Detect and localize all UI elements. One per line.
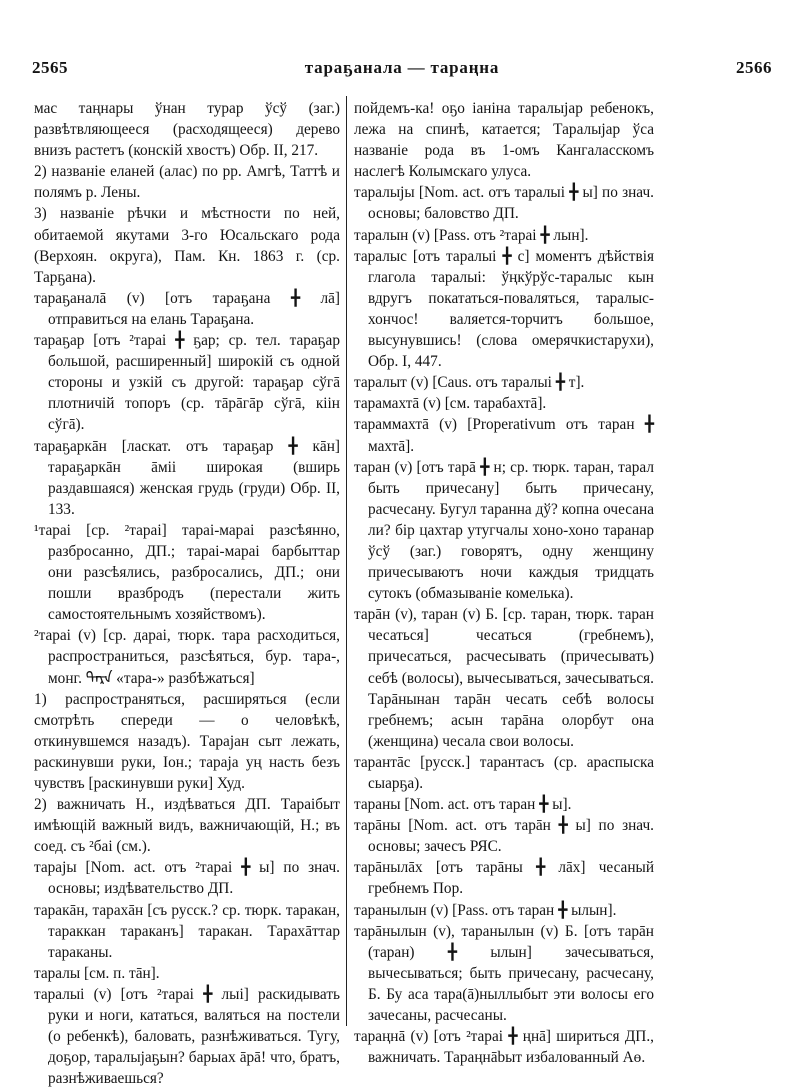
dictionary-entry: тараҕар [отъ ²тараі ╋ ҕар; ср. тел. тараҕар большой, расширенный] широкій съ одной стороны и узкій съ другой: тараҕар сўгā плотничій топоръ (ср. тāрāгāр сўгā, кіін сўгā). [34, 332, 340, 434]
right-page-number: 2566 [736, 58, 772, 77]
dictionary-entry: таралын (v) [Pass. отъ ²тараі ╋ лын]. [354, 226, 589, 244]
column-divider [346, 96, 347, 1026]
entry-paragraph: 2) важничать Н., издѣваться ДП. Тараібыт имѣющій важный видъ, важничающій, Н.; въ соед. съ ²баі (см.). [34, 796, 340, 856]
dictionary-entry: таралыт (v) [Caus. отъ таралыі ╋ т]. [354, 374, 585, 392]
dictionary-entry: таралыс [отъ таралыі ╋ с] моментъ дѣйствія глагола таралыі: ўңкўрўс-таралыс кын вдругъ покататься-поваляться, таралыс-хончос! валяется-торчитъ большое, высунувшись! (слова омерячкистарухи), Обр. I, 447. [354, 247, 654, 371]
dictionary-entry: ¹тараі [ср. ²тараі] тараі-мараі разсѣянно, разбросанно, ДП.; тараі-мараі барбыттар они разсѣялись, разбросались, ДП.; они пошли вразбродъ (перестали жить самостоятельнымъ хозяйствомъ). [34, 521, 340, 624]
entry-paragraph: пойдемъ-ка! оҕо іаніна таралыјар ребенокъ, лежа на спинѣ, катается; Таралыјар ўса названіе рода въ 1-омъ Кангаласскомъ наслегѣ Колымскаго улуса. [354, 100, 654, 181]
running-head: тараҕанала — тараңна [304, 58, 500, 77]
dictionary-entry: тарāны [Nom. act. отъ тарāн ╋ ы] по знач. основы; зачесъ РЯС. [354, 817, 654, 856]
dictionary-entry: тарāнылāх [отъ тарāны ╋ лāх] чесаный гребнемъ Пор. [354, 859, 654, 898]
left-page-number: 2565 [32, 58, 68, 77]
right-column [354, 98, 654, 1068]
dictionary-entry: тарāнылын (v), таранылын (v) Б. [отъ тарāн (таран) ╋ ылын] зачесываться, вычесываться; быть причесану, расчесану, Б. Бу аса тара(ā)ныллыбыт эти волосы его зачесаны, расчесаны. [354, 922, 654, 1025]
dictionary-entry: тарамахтā (v) [см. тарабахтā]. [354, 395, 547, 413]
dictionary-entry: таракāн, тарахāн [съ русск.? ср. тюрк. таракан, тараккан тараканъ] таракан. Тарахāттар тараканы. [34, 901, 340, 961]
left-column [34, 98, 340, 1089]
dictionary-entry: таранылын (v) [Pass. отъ таран ╋ ылын]. [354, 901, 617, 919]
entry-paragraph: мас таңнары ўнан турар ўсў (заг.) развѣтвляющееся (расходящееся) дерево внизъ растетъ (конскій хвостъ) Обр. II, 217. [34, 100, 340, 160]
dictionary-entry: ²тараі (v) [ср. дараі, тюрк. тара расходиться, распространиться, разсѣяться, бур. тара-, монг. ᠲᠠᠷᠠ «тара-» разбѣжаться] [34, 627, 340, 687]
dictionary-entry: тараҕаркāн [ласкат. отъ тараҕар ╋ кāн] тараҕаркāн āміі широкая (вширь раздавшаяся) женская грудь (груди) Обр. II, 133. [34, 437, 340, 518]
dictionary-entry: тарāн (v), таран (v) Б. [ср. таран, тюрк. таран чесаться] чесаться (гребнемъ), причесаться, расчесывать (причесывать) себѣ (волосы), вычесываться, зачесываться. Тарāнынан тарāн чесать себѣ волосы гребнемъ; асын тарāна олорбут она (женщина) чесала свои волосы. [354, 606, 654, 750]
entry-paragraph: 2) названіе еланей (алас) по рр. Амгѣ, Таттѣ и полямъ р. Лены. [34, 163, 340, 202]
dictionary-entry: тараҕаналā (v) [отъ тараҕана ╋ лā] отправиться на елань Тараҕана. [34, 289, 340, 328]
dictionary-entry: тарантāс [русск.] тарантасъ (ср. араспыска сыарҕа). [354, 753, 654, 792]
dictionary-entry: тараммахтā (v) [Properativum отъ таран ╋ махтā]. [354, 416, 654, 455]
page-header [32, 58, 772, 82]
entry-paragraph: 1) распространяться, расширяться (если смотрѣть спереди — о человѣкѣ, откинувшемся назадъ). Тарајан сыт лежать, раскинувши руки, Іон.; тараја уң насть безъ чувствъ [раскинувши руки] Худ. [34, 690, 340, 792]
dictionary-entry: таралыі (v) [отъ ²тараі ╋ лыі] раскидывать руки и ноги, кататься, валяться на постели (о ребенкѣ), баловать, разнѣживаться. Тугу, доҕор, таралыјаҕын? барыах āрā! что, братъ, разнѣживаешься? [34, 985, 340, 1088]
dictionary-entry: таралыjы [Nom. act. отъ таралыі ╋ ы] по знач. основы; баловство ДП. [354, 184, 654, 223]
dictionary-entry: тараны [Nom. act. отъ таран ╋ ы]. [354, 796, 572, 814]
dictionary-entry: тараңнā (v) [отъ ²тараі ╋ ңнā] шириться ДП., важничать. Тараңнābыт избалованный Аө. [354, 1028, 654, 1067]
dictionary-entry: таралы [см. п. тāн]. [34, 964, 160, 982]
dictionary-entry: таран (v) [отъ тарā ╋ н; ср. тюрк. таран, тарал быть причесану] быть причесану, расчесану. Бугул таранна дў? копна очесана ли? бір цахтар утугчалы хоно-хоно таранар ўсў (заг.) говорятъ, одну женщину причесываютъ ночи каждыя тридцать сутокъ (обмазываніе комелька). [354, 458, 654, 603]
entry-paragraph: 3) названіе рѣчки и мѣстности по ней, обитаемой якутами 3-го Юсальскаго рода (Верхоян. округа), Пам. Кн. 1863 г. (ср. Тарҕана). [34, 205, 340, 286]
dictionary-entry: тарајы [Nom. act. отъ ²тараі ╋ ы] по знач. основы; издѣвательство ДП. [34, 859, 340, 898]
